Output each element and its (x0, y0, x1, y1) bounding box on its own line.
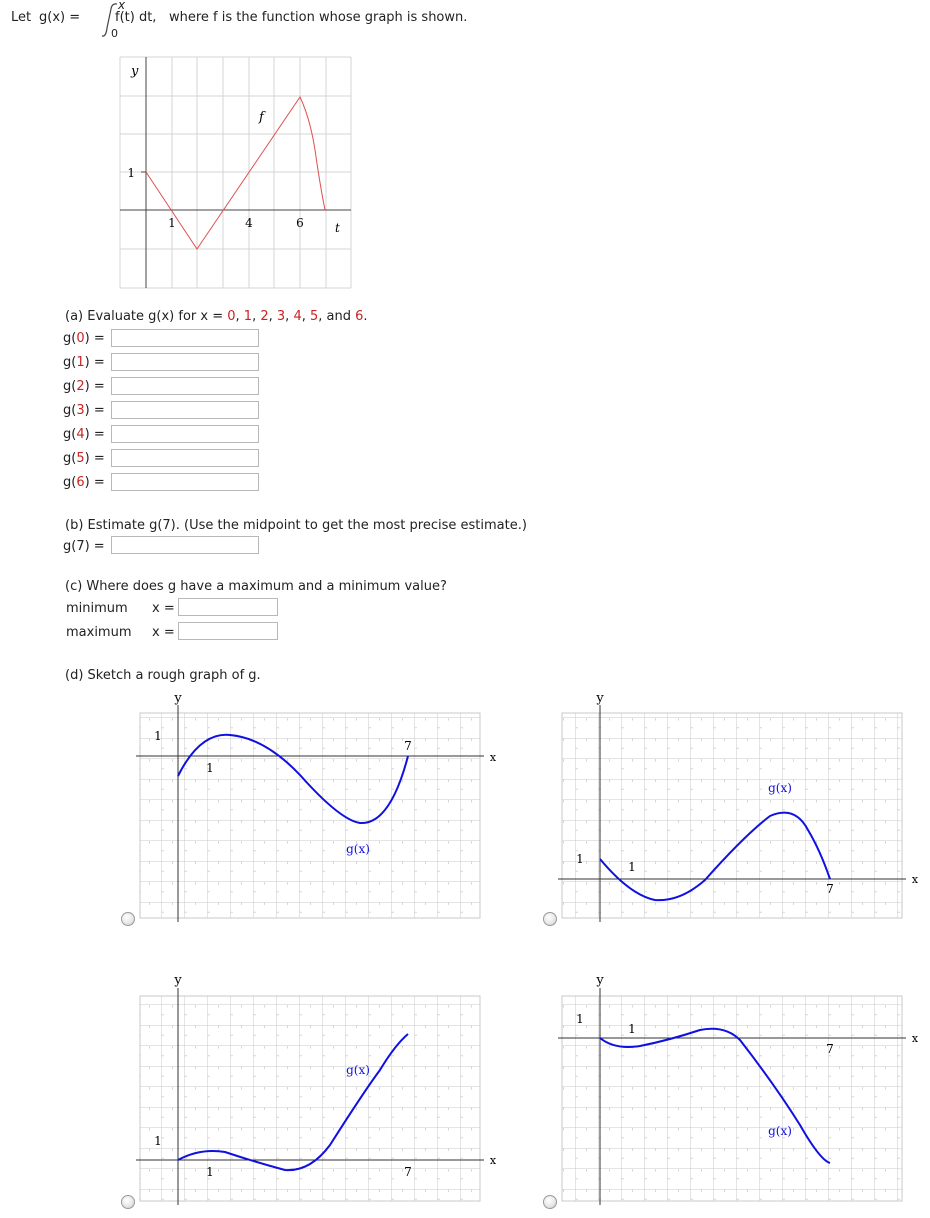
option-4-graph (558, 973, 919, 1205)
intro-let: Let (11, 10, 32, 25)
g6-label: g(6) = (63, 475, 105, 490)
part-a-question: (a) Evaluate g(x) for x = 0, 1, 2, 3, 4, 5, and 6. (65, 309, 368, 324)
option-2-radio[interactable] (543, 912, 557, 926)
f-y-label: y (131, 64, 139, 79)
option-1-gx-label: g(x) (346, 842, 370, 856)
option-4-radio[interactable] (543, 1195, 557, 1209)
g5-label: g(5) = (63, 451, 105, 466)
g7-label: g(7) = (63, 539, 105, 554)
f-curve-label: f (259, 110, 264, 125)
option-3-graph (136, 973, 497, 1205)
integral-upper-limit: x (118, 0, 126, 12)
intro-rest: where f is the function whose graph is shown. (169, 10, 468, 25)
maximum-x-eq: x = (152, 625, 175, 640)
option-4-gx-label: g(x) (768, 1124, 792, 1138)
f-t-label: t (335, 221, 340, 235)
option-4-tick-1y: 1 (576, 1012, 584, 1026)
option-2-gx-label: g(x) (768, 781, 792, 795)
g2-label: g(2) = (63, 379, 105, 394)
minimum-label: minimum (66, 601, 128, 616)
f-tick-6: 6 (296, 216, 304, 230)
option-1-y-label: y (174, 691, 182, 706)
minimum-x-eq: x = (152, 601, 175, 616)
intro-integrand: f(t) dt, (115, 10, 157, 25)
integral-lower-limit: 0 (111, 27, 118, 40)
option-3-tick-1y: 1 (154, 1134, 162, 1148)
option-1-tick-1x: 1 (206, 761, 214, 775)
part-d-question: (d) Sketch a rough graph of g. (65, 668, 261, 683)
option-3-y-label: y (174, 973, 182, 988)
option-2-y-label: y (596, 691, 604, 706)
option-1-x-label: x (489, 751, 497, 764)
part-c-question: (c) Where does g have a maximum and a minimum value? (65, 579, 447, 594)
option-1-radio[interactable] (121, 912, 135, 926)
option-3-radio[interactable] (121, 1195, 135, 1209)
g3-label: g(3) = (63, 403, 105, 418)
option-2-tick-1y: 1 (576, 852, 584, 866)
option-3-x-label: x (489, 1154, 497, 1167)
option-2-graph (558, 691, 919, 922)
option-3-tick-7: 7 (404, 1165, 412, 1179)
g4-label: g(4) = (63, 427, 105, 442)
option-4-tick-1x: 1 (628, 1022, 636, 1036)
option-2-x-label: x (911, 873, 919, 886)
f-tick-1-x: 1 (168, 216, 176, 230)
maximum-label: maximum (66, 625, 132, 640)
f-tick-1-y: 1 (127, 166, 135, 180)
option-4-y-label: y (596, 973, 604, 988)
option-2-tick-1x: 1 (628, 860, 636, 874)
option-1-graph (136, 691, 497, 922)
option-4-tick-7: 7 (826, 1042, 834, 1056)
option-2-tick-7: 7 (826, 882, 834, 896)
g0-label: g(0) = (63, 331, 105, 346)
f-tick-4: 4 (245, 216, 253, 230)
option-4-x-label: x (911, 1032, 919, 1045)
option-3-tick-1x: 1 (206, 1165, 214, 1179)
option-1-tick-1y: 1 (154, 729, 162, 743)
part-b-question: (b) Estimate g(7). (Use the midpoint to get the most precise estimate.) (65, 518, 527, 533)
option-1-tick-7: 7 (404, 739, 412, 753)
option-3-gx-label: g(x) (346, 1063, 370, 1077)
g1-label: g(1) = (63, 355, 105, 370)
intro-gx: g(x) = (39, 10, 81, 25)
